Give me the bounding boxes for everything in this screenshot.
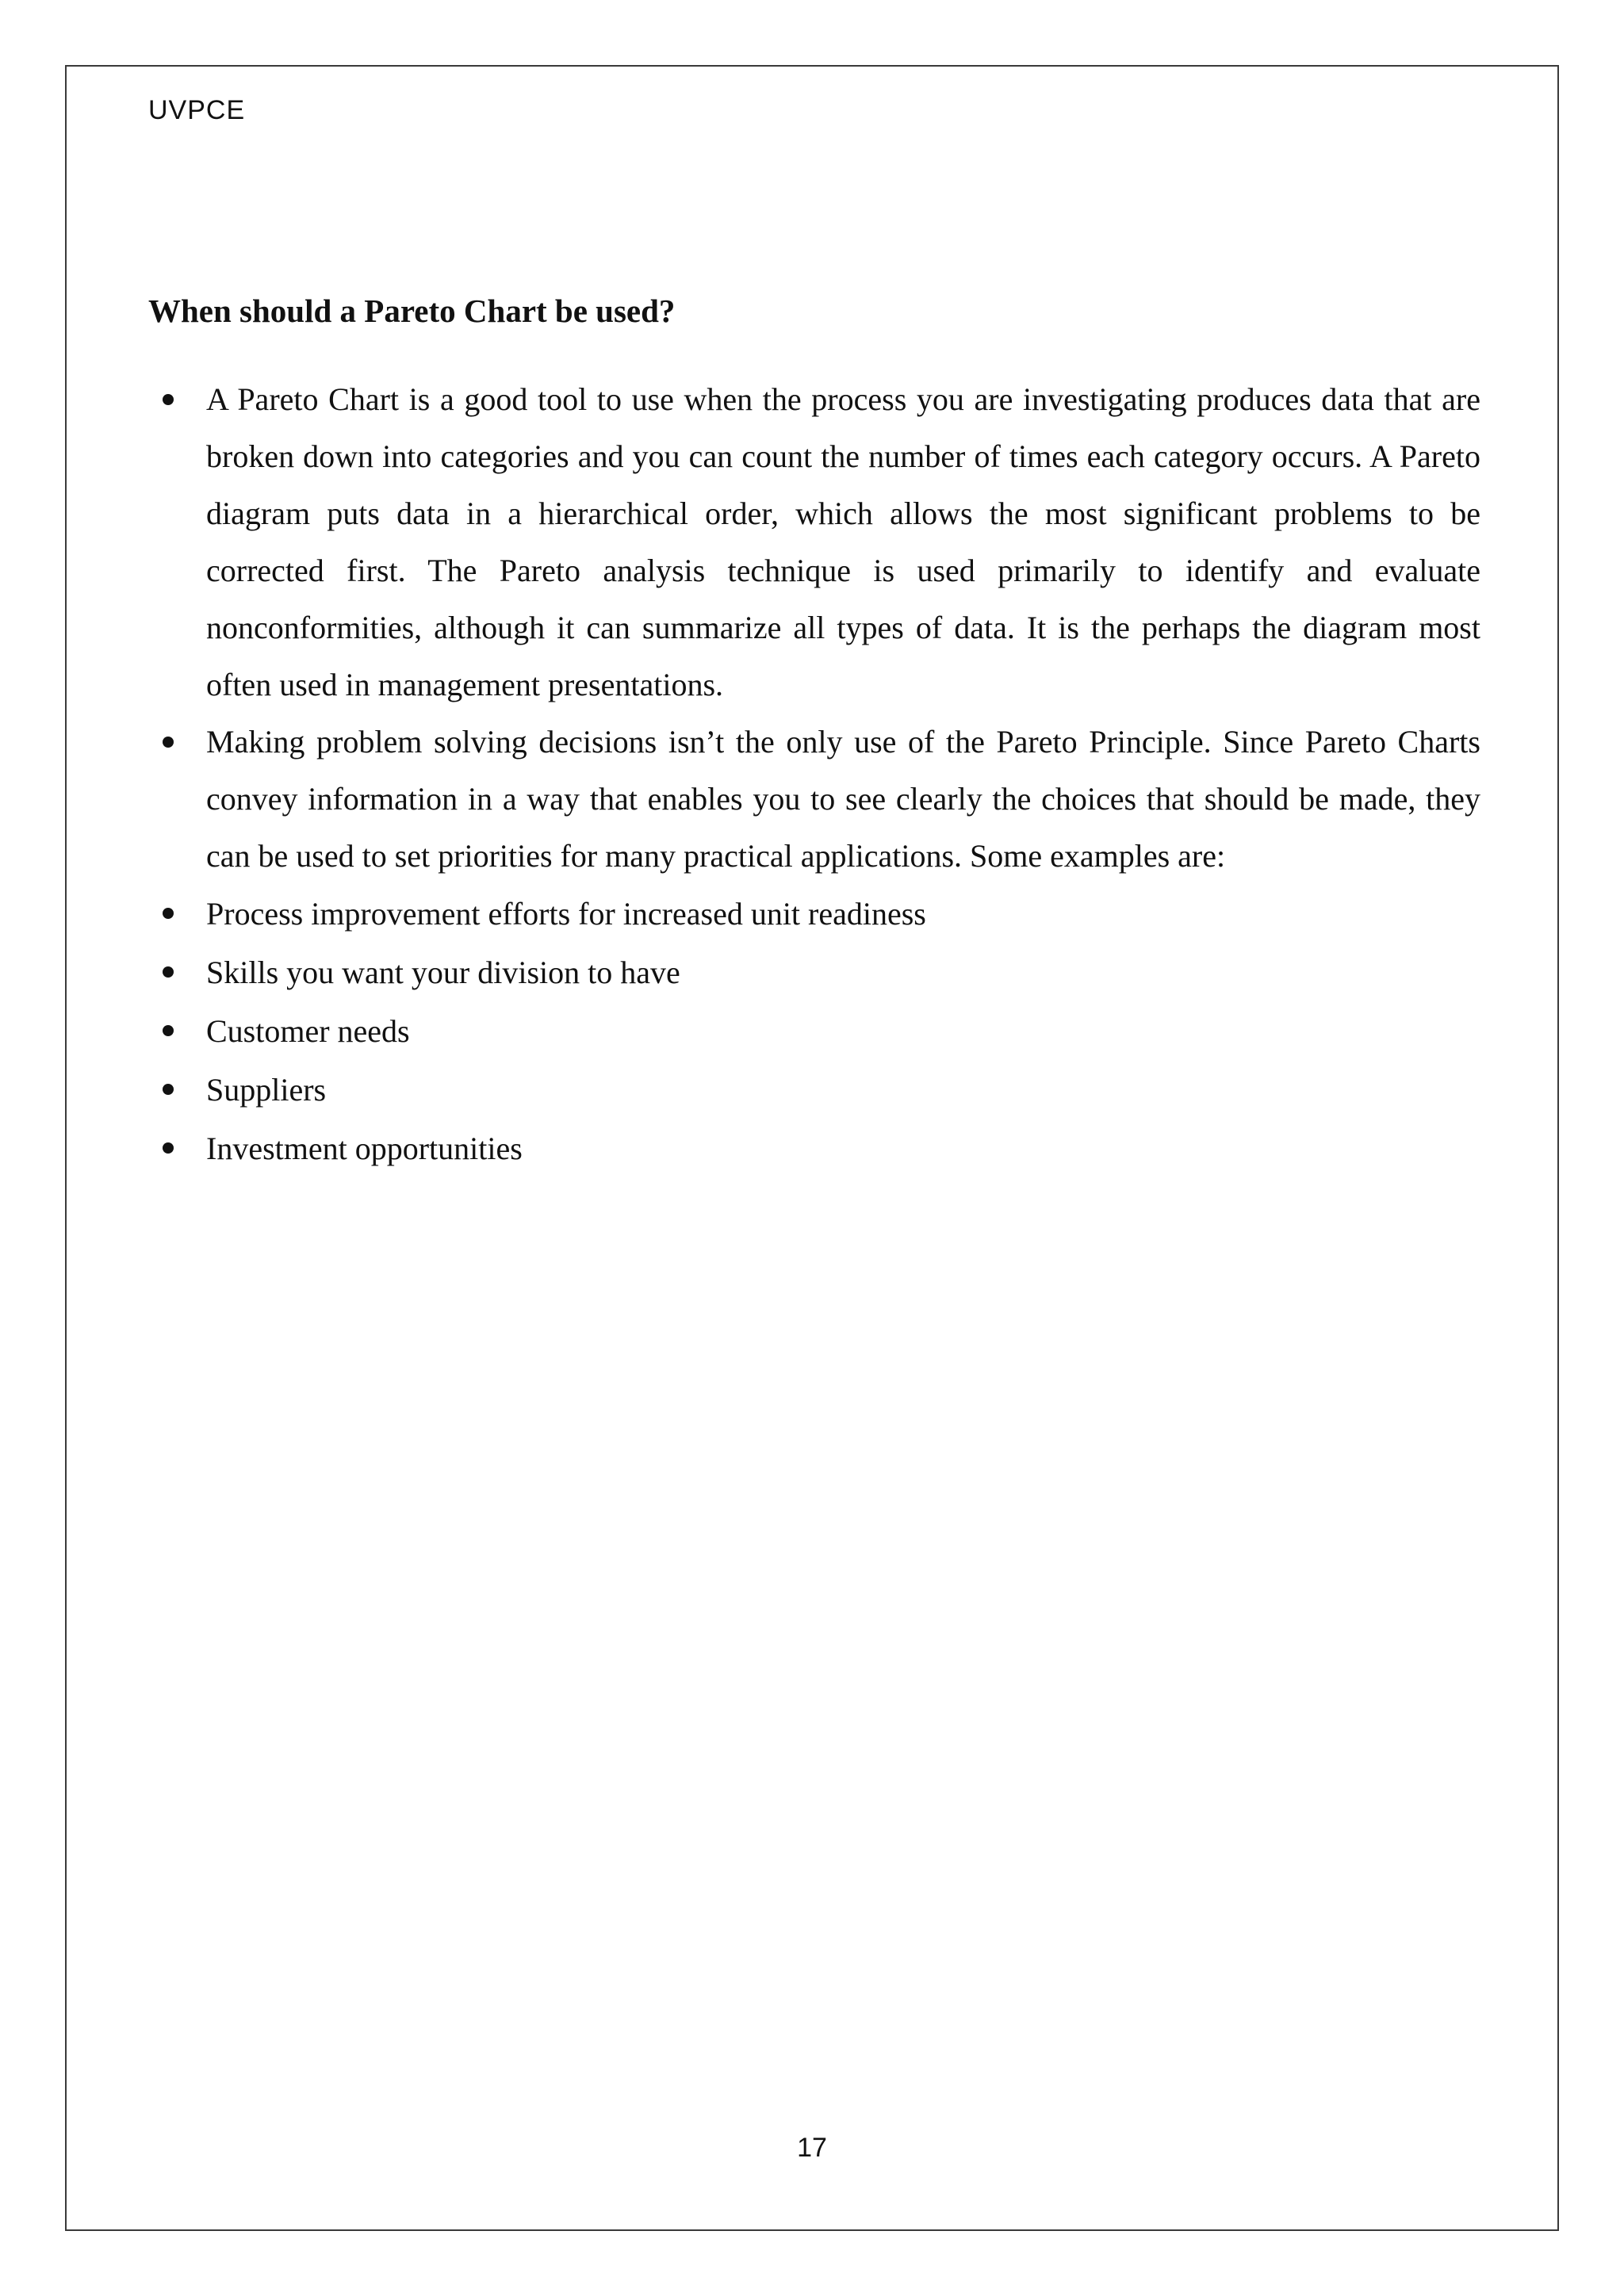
list-item-text: Investment opportunities — [206, 1131, 523, 1166]
list-item-text: Suppliers — [206, 1072, 327, 1108]
bullet-icon — [163, 1025, 174, 1036]
running-header: UVPCE — [148, 95, 246, 125]
bullet-icon — [163, 1084, 174, 1095]
list-item — [148, 885, 1480, 943]
bullet-list — [148, 371, 1480, 1178]
bullet-icon — [163, 908, 174, 919]
list-item-text: Skills you want your division to have — [206, 955, 680, 990]
section-heading: When should a Pareto Chart be used? — [148, 293, 676, 329]
list-item — [148, 1002, 1480, 1061]
list-item — [148, 1061, 1480, 1119]
list-item — [148, 371, 1480, 714]
list-item-text: Process improvement efforts for increased unit readiness — [206, 896, 926, 932]
list-item — [148, 1119, 1480, 1178]
bullet-icon — [163, 1142, 174, 1154]
list-item-text: Making problem solving decisions isn’t the only use of the Pareto Principle. Since Pareto Charts convey information in a way that enables you to see clearly the choices that should be made, they can be used to set priorities for many practical applications. Some examples are: — [206, 724, 1480, 874]
bullet-icon — [163, 394, 174, 405]
list-item — [148, 943, 1480, 1002]
list-item — [148, 714, 1480, 885]
page-number: 17 — [797, 2133, 827, 2163]
list-item-text: Customer needs — [206, 1013, 410, 1049]
bullet-icon — [163, 737, 174, 748]
bullet-icon — [163, 966, 174, 978]
list-item-text: A Pareto Chart is a good tool to use when the process you are investigating produces data that are broken down into categories and you can count the number of times each category occurs. A Pareto diagram puts data in a hierarchical order, which allows the most significant problems to be corrected first. The Pareto analysis technique is used primarily to identify and evaluate nonconformities, although it can summarize all types of data. It is the perhaps the diagram most often used in management presentations. — [206, 381, 1480, 702]
